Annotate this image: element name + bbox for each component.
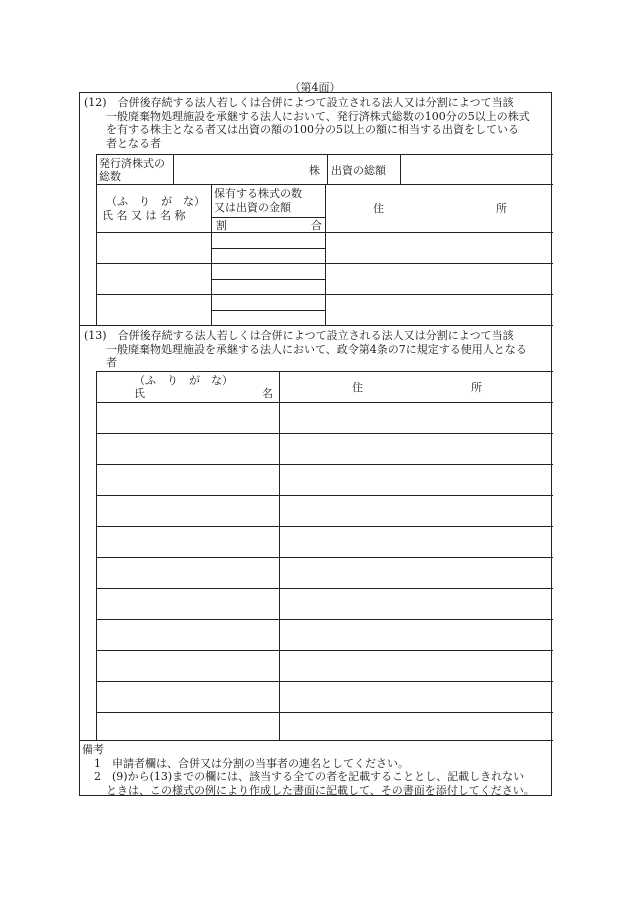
page-number-label: （第4面） bbox=[289, 81, 341, 94]
shares-total-label-1: 発行済株式の bbox=[99, 157, 165, 170]
holding-header-2: 又は出資の金額 bbox=[214, 201, 291, 214]
section-13-line-3: 者 bbox=[106, 356, 117, 369]
note-item-1: 1 申請者欄は、合併又は分割の当事者の連名としてください。 bbox=[94, 756, 409, 770]
note-item-2: 2 (9)から(13)までの欄には、該当する全ての者を記載することとし、記載しきれない bbox=[94, 770, 525, 783]
ratio-header-right: 合 bbox=[311, 219, 322, 232]
note-item-2-continued: ときは、この様式の例により作成した書面に記載して、その書面を添付してください。 bbox=[106, 783, 535, 797]
shares-total-label-2: 総数 bbox=[99, 170, 121, 183]
notes-title: 備考 bbox=[82, 743, 104, 756]
employee-name-header-right: 名 bbox=[262, 387, 273, 400]
employee-address-header-right: 所 bbox=[471, 381, 482, 394]
employee-furigana-header: （ふ り が な） bbox=[134, 374, 233, 387]
capital-total-label: 出資の総額 bbox=[331, 164, 386, 177]
address-header-right: 所 bbox=[496, 202, 507, 215]
shares-unit-label: 株 bbox=[309, 164, 320, 177]
section-12-line-2: 一般廃棄物処理施設を承継する法人において、発行済株式総数の100分の5以上の株式 bbox=[106, 109, 530, 123]
section-12-line-3: を有する株主となる者又は出資の額の100分の5以上の額に相当する出資をしている bbox=[106, 123, 519, 136]
holding-header-1: 保有する株式の数 bbox=[214, 187, 302, 200]
section-13-line-1: (13) 合併後存続する法人若しくは合併によつて設立される法人又は分割によつて当該 bbox=[84, 329, 514, 342]
employee-name-header-left: 氏 bbox=[134, 387, 145, 400]
section-13-line-2: 一般廃棄物処理施設を承継する法人において、政令第4条の7に規定する使用人となる bbox=[106, 342, 527, 356]
ratio-header-left: 割 bbox=[216, 219, 227, 232]
section-12-line-4: 者となる者 bbox=[106, 136, 161, 150]
form-frame bbox=[79, 92, 552, 796]
name-header: 氏 名 又 は 名 称 bbox=[102, 209, 186, 222]
address-header-left: 住 bbox=[373, 202, 384, 215]
section-12-line-1: (12) 合併後存続する法人若しくは合併によつて設立される法人又は分割によつて当該 bbox=[84, 96, 514, 109]
employee-address-header-left: 住 bbox=[352, 381, 363, 394]
name-furigana-header: （ふ り が な） bbox=[106, 195, 205, 208]
